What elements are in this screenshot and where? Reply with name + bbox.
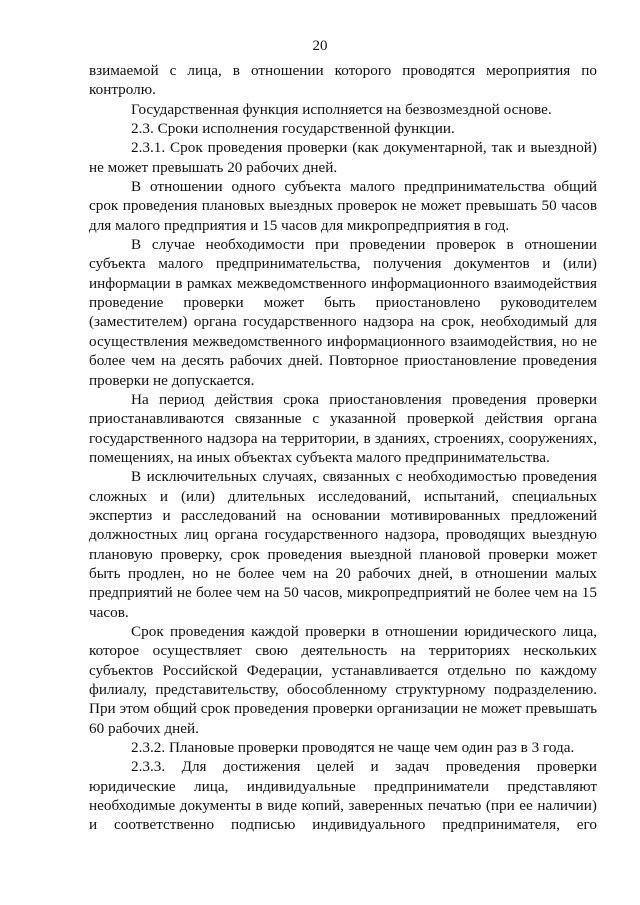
document-body — [89, 61, 597, 835]
paragraph-suspension: В случае необходимости при проведении проверок в отношении субъекта малого предпринимательства, получения документов и (или) информации в рамках межведомственного информационного взаимодействия проведение проверки может быть приостановлено руководителем (заместителем) органа государственного надзора на срок, необходимый для осуществления межведомственного информационного взаимодействия, но не более чем на десять рабочих дней. Повторное приостановление проведения проверки не допускается. — [89, 236, 597, 389]
paragraph-suspension-period: На период действия срока приостановления проведения проверки приостанавливаются связанные с указанной проверкой действия органа государственного надзора на территории, в зданиях, строениях, сооружениях, помещениях, на иных объектах субъекта малого предпринимательства. — [89, 390, 597, 466]
paragraph-branches: Срок проведения каждой проверки в отношении юридического лица, которое осуществляет свою деятельность на территориях нескольких субъектов Российской Федерации, устанавливается отдельно по каждому филиалу, представительству, обособленному структурному подразделению. При этом общий срок проведения проверки организации не может превышать 60 рабочих дней. — [89, 622, 597, 737]
paragraph-2-3-3: 2.3.3. Для достижения целей и задач проведения проверки юридические лица, индивидуальные предприниматели представляют необходимые документы в виде копий, заверенных печатью (при ее наличии) и соответственно подписью индивидуального предпринимателя, его — [89, 758, 597, 834]
paragraph-2-3-1: 2.3.1. Срок проведения проверки (как документарной, так и выездной) не может превышать 20 рабочих дней. — [89, 139, 597, 176]
section-heading-2-3: 2.3. Сроки исполнения государственной функции. — [131, 120, 455, 138]
paragraph-small-business-limit: В отношении одного субъекта малого предпринимательства общий срок проведения плановых выездных проверок не может превышать 50 часов для малого предприятия и 15 часов для микропредприятия в год. — [89, 178, 597, 234]
paragraph-continuation: взимаемой с лица, в отношении которого проводятся мероприятия по контролю. — [89, 62, 597, 99]
paragraph-2-3-2: 2.3.2. Плановые проверки проводятся не чаще чем один раз в 3 года. — [131, 739, 575, 757]
paragraph-free-of-charge: Государственная функция исполняется на безвозмездной основе. — [131, 100, 552, 118]
page-number: 20 — [312, 38, 328, 54]
paragraph-extension: В исключительных случаях, связанных с необходимостью проведения сложных и (или) длительных исследований, испытаний, специальных экспертиз и расследований на основании мотивированных предложений должностных лиц органа государственного надзора, проводящих выездную плановую проверку, срок проведения выездной плановой проверки может быть продлен, но не более чем на 20 рабочих дней, в отношении малых предприятий не более чем на 50 часов, микропредприятий не более чем на 15 часов. — [89, 468, 597, 621]
